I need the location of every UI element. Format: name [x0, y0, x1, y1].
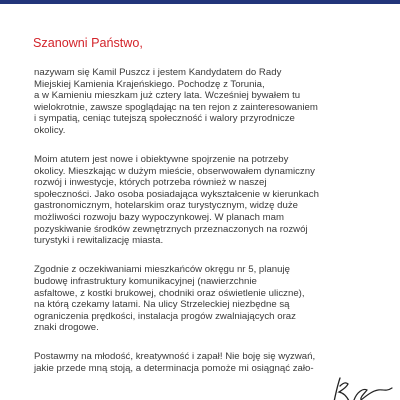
text-line: rozwój i inwestycje, których potrzeba również w naszej: [34, 177, 267, 189]
letter-page: [0, 4, 400, 400]
text-line: pozyskiwanie środków zewnętrznych przeznaczonych na rozwój: [34, 223, 308, 235]
handwritten-signature: [330, 374, 400, 400]
text-line: budowę infrastruktury komunikacyjnej (nawierzchnie: [34, 275, 257, 287]
text-line: wielokrotnie, zawsze spoglądając na ten rejon z zainteresowaniem: [34, 101, 318, 113]
text-line: ograniczenia prędkości, instalacja progów zwalniających oraz: [34, 310, 296, 322]
text-line: możliwości rozwoju bazy wypoczynkowej. W planach mam: [34, 212, 285, 224]
text-line: znaki drogowe.: [34, 322, 99, 334]
letter-body: [34, 67, 386, 375]
text-line: Zgodnie z oczekiwaniami mieszkańców okręgu nr 5, planuję: [34, 264, 291, 276]
text-line: okolicy. Mieszkając w dużym mieście, obserwowałem dynamiczny: [34, 165, 315, 177]
text-line: asfaltowe, z kostki brukowej, chodniki oraz oświetlenie uliczne),: [34, 287, 305, 299]
text-line: gastronomicznym, hotelarskim oraz turystycznym, widzę duże: [34, 200, 299, 212]
paragraph-introduction: [34, 67, 386, 137]
text-line: Miejskiej Kamienia Krajeńskiego. Pochodzę z Torunia,: [34, 78, 265, 90]
paragraph-plans: [34, 264, 386, 334]
text-line: Postawmy na młodość, kreatywność i zapał! Nie boję się wyzwań,: [34, 351, 316, 363]
paragraph-strengths: [34, 154, 386, 247]
text-line: jakie przede mną stoją, a determinacja pomoże mi osiągnąć zało-: [34, 362, 314, 374]
text-line: a w Kamieniu mieszkam już cztery lata. Wcześniej bywałem tu: [34, 90, 301, 102]
text-line: turystyki i rewitalizację miasta.: [34, 235, 164, 247]
text-line: na którą czekamy latami. Na ulicy Strzeleckiej niezbędne są: [34, 299, 290, 311]
text-line: nazywam się Kamil Puszcz i jestem Kandydatem do Rady: [34, 67, 282, 78]
paragraph-closing: [34, 351, 386, 374]
text-line: okolicy.: [34, 124, 66, 136]
text-line: i sympatią, ceniąc tutejszą społeczność i walory przyrodnicze: [34, 113, 295, 125]
text-line: społeczności. Jako osoba posiadająca wykształcenie w kierunkach: [34, 188, 319, 200]
text-line: Moim atutem jest nowe i obiektywne spojrzenie na potrzeby: [34, 154, 289, 166]
salutation: Szanowni Państwo,: [33, 36, 143, 50]
